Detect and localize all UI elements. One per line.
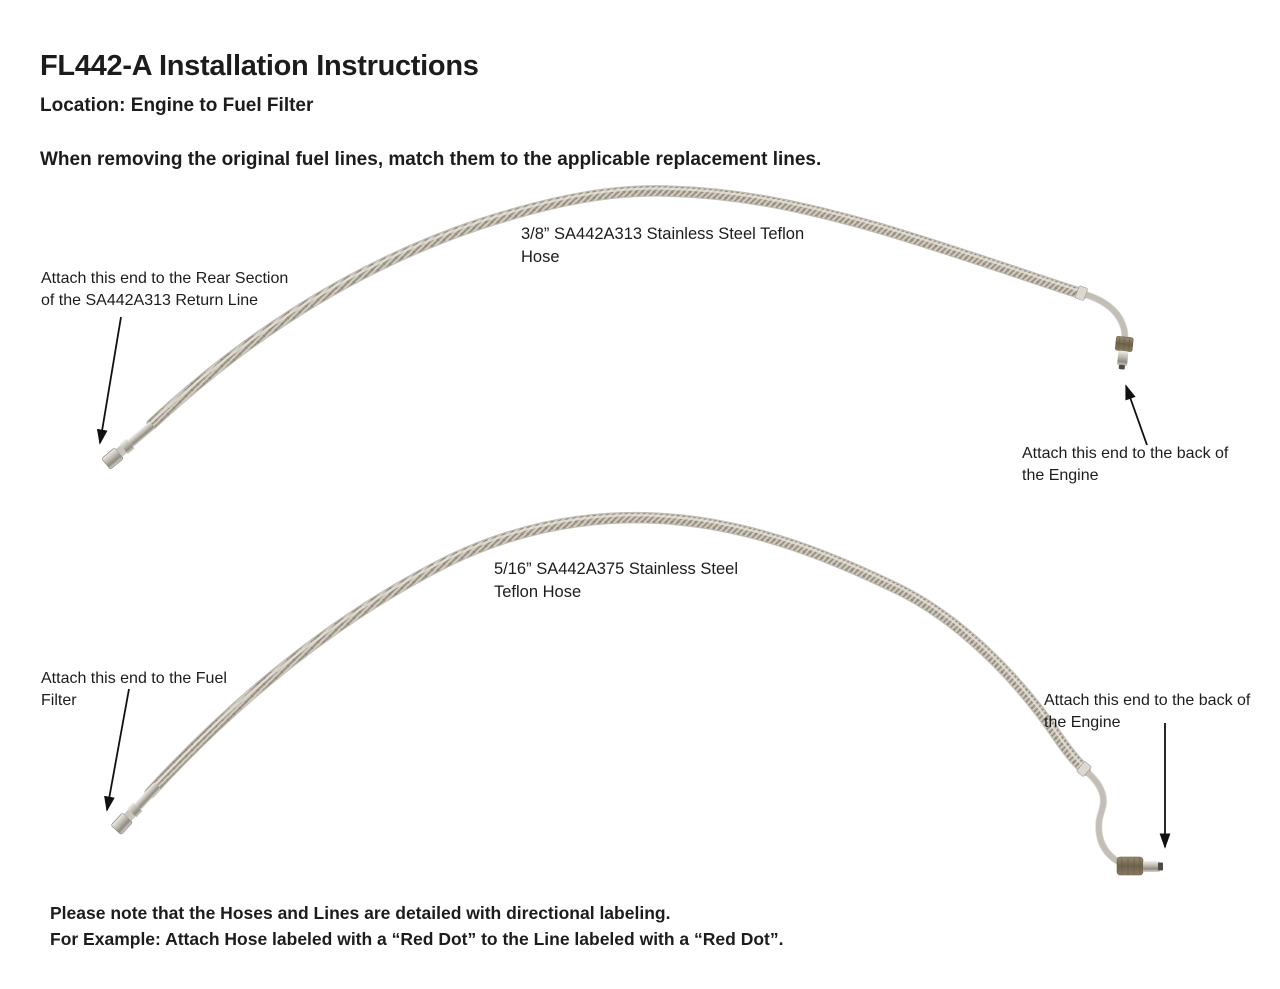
hose-1-right-annotation xyxy=(1022,443,1228,487)
hose-1-tip xyxy=(1117,350,1129,366)
hose-1-right-fitting xyxy=(1113,336,1133,370)
footer-note xyxy=(50,901,783,952)
hose-2-braid-highlight xyxy=(150,515,1085,790)
instruction-text: When removing the original fuel lines, match them to the applicable replacement lines. xyxy=(40,149,822,170)
hose-2-label xyxy=(494,558,738,603)
hose-1-left-annotation-line-1: Attach this end to the Rear Section xyxy=(41,270,289,287)
hose-1-tube xyxy=(1081,293,1125,338)
location-subtitle: Location: Engine to Fuel Filter xyxy=(40,95,314,116)
hose-1-label xyxy=(521,223,804,268)
hose-2-right-fitting xyxy=(1117,857,1163,875)
hose-1-left-annotation xyxy=(41,268,288,312)
hose-2-left-annotation xyxy=(41,668,227,712)
arrow-hose-1-right xyxy=(1126,386,1147,445)
page-title: FL442-A Installation Instructions xyxy=(40,50,479,82)
hose-1-left-fitting xyxy=(102,419,158,469)
hose-2-brass-nut xyxy=(1117,857,1143,875)
hose-1-tip-cap xyxy=(1119,365,1125,370)
hose-2-tip-cap xyxy=(1158,863,1163,871)
hose-2-left-annotation-line-1: Attach this end to the Fuel xyxy=(41,670,227,687)
hose-2-left-annotation-line-2: Filter xyxy=(41,692,77,709)
hose-2-right-annotation-line-2: the Engine xyxy=(1044,714,1121,731)
hose-2-tip xyxy=(1143,861,1160,872)
footer-note-line-2: For Example: Attach Hose labeled with a “Red Dot” to the Line labeled with a “Red Dot”. xyxy=(50,928,784,949)
hose-1-right-annotation-line-2: the Engine xyxy=(1022,467,1099,484)
hose-1-right-annotation-line-1: Attach this end to the back of xyxy=(1022,445,1229,462)
footer-note-line-1: Please note that the Hoses and Lines are detailed with directional labeling. xyxy=(50,903,671,923)
hose-1-label-line-2: Hose xyxy=(521,247,560,266)
hose-2-right-annotation-line-1: Attach this end to the back of xyxy=(1044,692,1251,709)
hose-2-right-annotation xyxy=(1044,690,1250,734)
arrow-hose-1-left xyxy=(100,317,121,443)
hose-1-label-line-1: 3/8” SA442A313 Stainless Steel Teflon xyxy=(521,225,805,243)
hose-2-label-line-2: Teflon Hose xyxy=(494,582,582,601)
hose-2-label-line-1: 5/16” SA442A375 Stainless Steel xyxy=(494,560,738,578)
hose-1-left-annotation-line-2: of the SA442A313 Return Line xyxy=(41,292,259,309)
hose-2-left-fitting xyxy=(111,781,163,835)
